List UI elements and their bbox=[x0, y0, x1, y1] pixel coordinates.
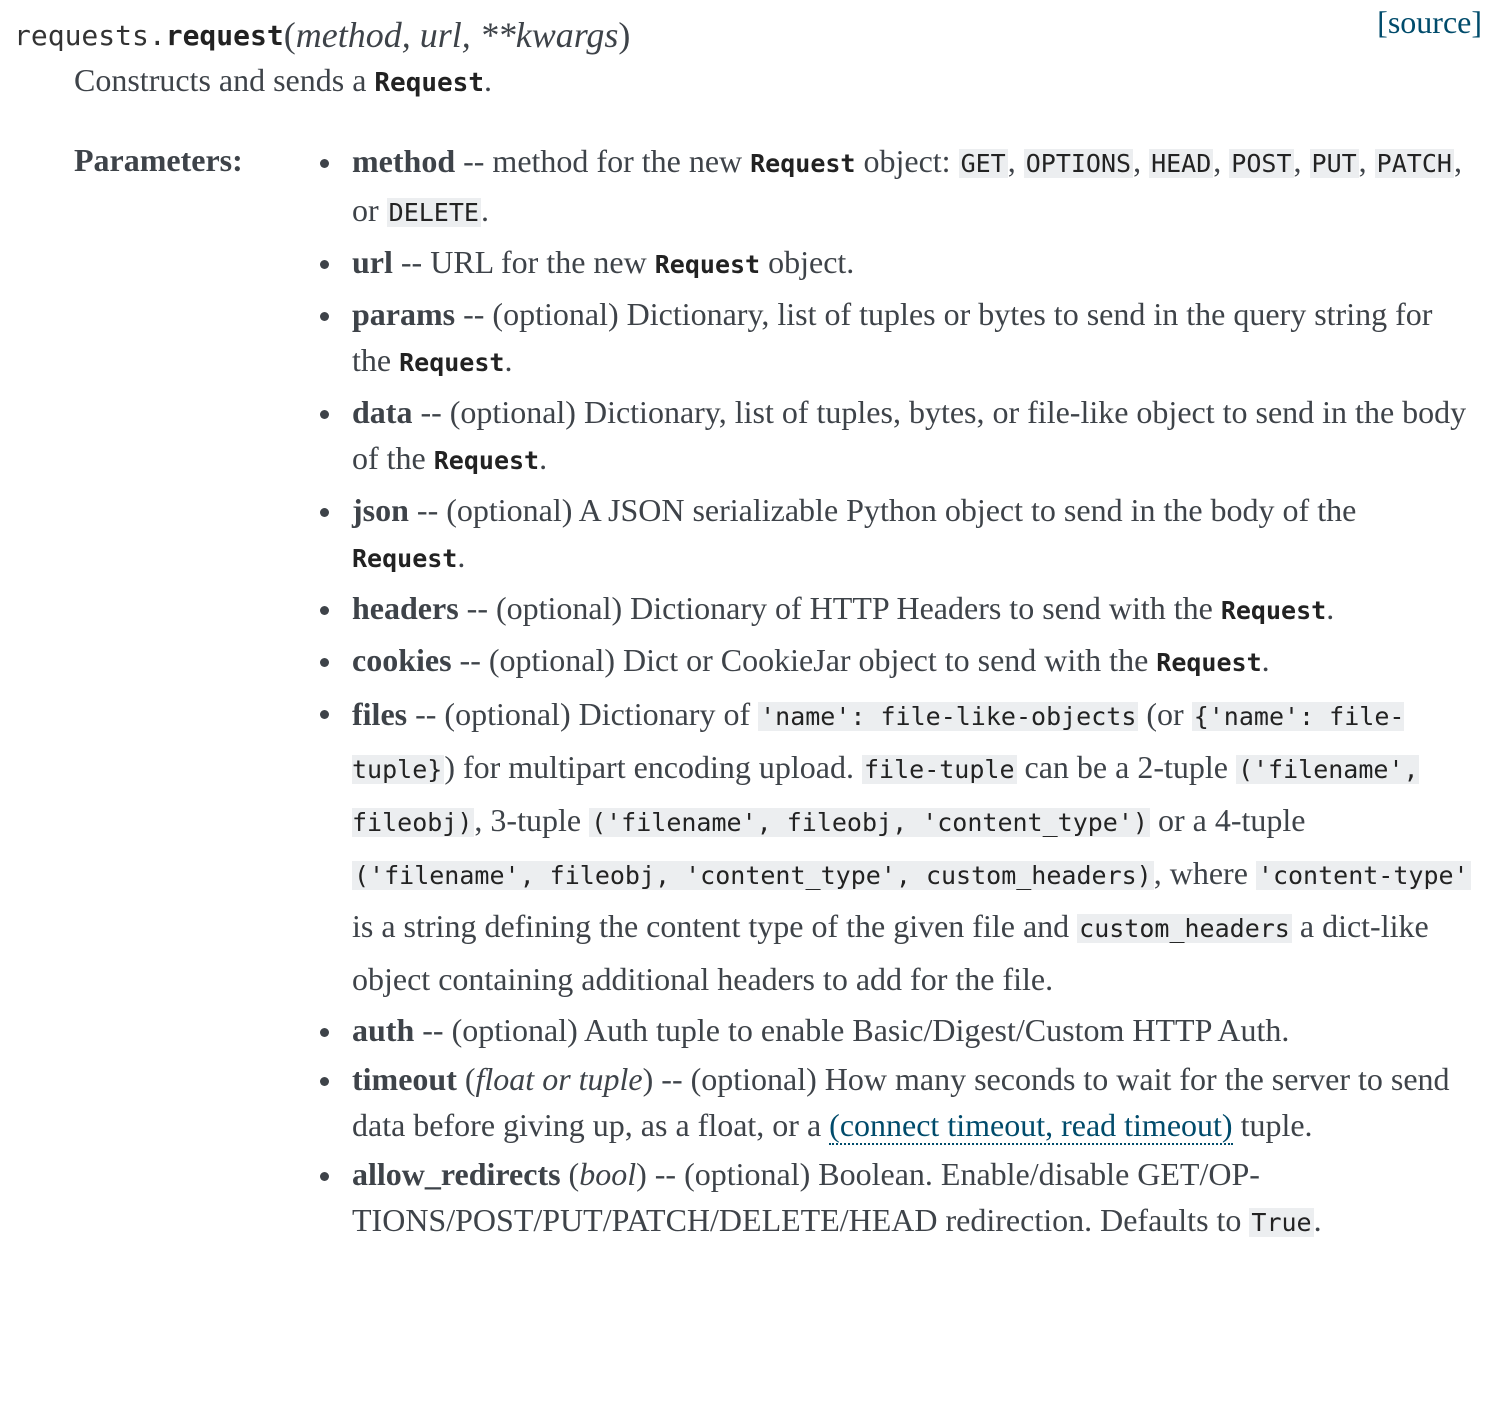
request-class-ref: Request bbox=[352, 544, 458, 573]
param-desc: ) for multipart encoding upload. bbox=[444, 749, 862, 785]
request-class-ref: Request bbox=[654, 250, 761, 279]
param-item-headers bbox=[352, 585, 1474, 634]
param-item-allow-redirects bbox=[352, 1151, 1474, 1246]
request-class-ref: Request bbox=[1220, 596, 1327, 625]
signature-function-name: request bbox=[165, 19, 284, 52]
param-desc: can be a 2-tuple bbox=[1016, 749, 1236, 785]
literal-post: POST bbox=[1231, 149, 1292, 178]
param-desc-end: . bbox=[1326, 590, 1335, 626]
param-type-open: ( bbox=[560, 1156, 580, 1192]
literal-put: PUT bbox=[1311, 149, 1357, 178]
param-desc: -- (optional) Dictionary of HTTP Headers to send with the bbox=[458, 590, 1221, 626]
signature-open-paren: ( bbox=[283, 15, 296, 55]
separator: , bbox=[1133, 143, 1150, 179]
param-item-params bbox=[352, 291, 1474, 386]
param-type-close: ) bbox=[642, 1061, 654, 1097]
param-type-open: ( bbox=[456, 1061, 476, 1097]
function-description bbox=[74, 60, 492, 103]
function-signature bbox=[14, 4, 1484, 55]
param-type: bool bbox=[579, 1156, 637, 1192]
param-desc-end: . bbox=[504, 342, 513, 378]
param-desc: -- (optional) Dict or CookieJar object to send with the bbox=[451, 642, 1157, 678]
literal-code: custom_headers bbox=[1079, 914, 1290, 943]
param-desc: -- URL for the new bbox=[392, 244, 655, 280]
source-link[interactable]: [source] bbox=[1377, 4, 1482, 40]
param-desc-end: . bbox=[1313, 1202, 1322, 1238]
literal-patch: PATCH bbox=[1376, 149, 1452, 178]
separator: , bbox=[1293, 143, 1310, 179]
literal-code: file-tuple bbox=[863, 755, 1015, 784]
timeouts-link[interactable]: (connect timeout, read timeout) bbox=[829, 1107, 1233, 1143]
literal-code: 'content-type' bbox=[1257, 861, 1469, 890]
param-desc: -- (optional) How many seconds to wait for the server to send data before giving up, as a float, or a bbox=[352, 1061, 1450, 1143]
separator: , bbox=[1007, 143, 1024, 179]
literal-get: GET bbox=[960, 149, 1006, 178]
param-item-method bbox=[352, 138, 1474, 236]
param-name: allow_redirects bbox=[352, 1156, 561, 1192]
param-desc: or a 4-tuple bbox=[1149, 802, 1306, 838]
literal-head: HEAD bbox=[1151, 149, 1212, 178]
param-name: cookies bbox=[352, 642, 452, 678]
param-desc-end: . bbox=[480, 192, 489, 228]
param-type: float or tuple bbox=[475, 1061, 643, 1097]
param-item-json bbox=[352, 487, 1474, 582]
description-text: Constructs and sends a bbox=[74, 62, 375, 98]
param-desc: -- (optional) Dictionary of bbox=[407, 696, 759, 732]
param-name: data bbox=[352, 394, 413, 430]
request-class-ref: Request bbox=[750, 149, 856, 178]
param-desc: -- (optional) A JSON serializable Python object to send in the body of the bbox=[408, 492, 1357, 528]
signature-module: requests. bbox=[14, 19, 166, 52]
param-desc: object. bbox=[760, 244, 855, 280]
literal-code: ('filename', fileobj) bbox=[352, 755, 1419, 837]
parameter-list bbox=[352, 138, 1474, 1249]
param-desc: -- (optional) Boolean. Enable/disable GET/OPTIONS/POST/PUT/PATCH/DELETE/HEAD redirection. Defaults to bbox=[352, 1156, 1260, 1238]
literal-delete: DELETE bbox=[388, 198, 479, 227]
literal-code: ('filename', fileobj, 'content_type') bbox=[591, 808, 1148, 837]
param-desc: (or bbox=[1138, 696, 1192, 732]
param-desc: -- (optional) Dictionary, list of tuples, bytes, or file-like object to send in the body of the bbox=[352, 394, 1467, 476]
param-desc: -- (optional) Auth tuple to enable Basic/Digest/Custom HTTP Auth. bbox=[414, 1012, 1290, 1048]
param-name: params bbox=[352, 296, 456, 332]
param-item-timeout bbox=[352, 1056, 1474, 1148]
param-name: url bbox=[352, 244, 393, 280]
param-item-files bbox=[352, 689, 1474, 1004]
param-desc: tuple. bbox=[1232, 1107, 1313, 1143]
param-desc: -- method for the new bbox=[455, 143, 751, 179]
request-class-ref: Request bbox=[1156, 648, 1262, 677]
param-name: timeout bbox=[352, 1061, 457, 1097]
separator: , or bbox=[352, 143, 1462, 228]
param-desc: , 3-tuple bbox=[474, 802, 590, 838]
param-desc: is a string defining the content type of the given file and bbox=[352, 908, 1078, 944]
param-name: method bbox=[352, 143, 456, 179]
param-desc: a dict-like object containing additional headers to add for the file. bbox=[352, 908, 1429, 997]
param-desc-end: . bbox=[457, 538, 466, 574]
literal-code: {'name': file-tuple} bbox=[352, 702, 1405, 784]
param-type-close: ) bbox=[636, 1156, 647, 1192]
request-class-ref: Request bbox=[399, 348, 505, 377]
literal-options: OPTIONS bbox=[1025, 149, 1132, 178]
literal-code: ('filename', fileobj, 'content_type', custom_headers) bbox=[354, 861, 1152, 890]
separator: , bbox=[1358, 143, 1375, 179]
signature-text bbox=[14, 12, 630, 54]
param-item-auth bbox=[352, 1007, 1474, 1053]
param-desc: , where bbox=[1153, 855, 1256, 891]
description-end: . bbox=[483, 62, 492, 98]
signature-close-paren: ) bbox=[618, 15, 631, 55]
separator: , bbox=[1213, 143, 1230, 179]
param-name: files bbox=[352, 696, 408, 732]
param-name: json bbox=[352, 492, 409, 528]
literal-code: 'name': file-like-objects bbox=[760, 702, 1137, 731]
literal-true: True bbox=[1251, 1208, 1312, 1237]
signature-arguments: method, url, **kwargs bbox=[295, 15, 619, 55]
param-desc: -- (optional) Dictionary, list of tuples or bytes to send in the query string for the bbox=[352, 296, 1433, 378]
param-desc-end: . bbox=[1261, 642, 1270, 678]
request-class-ref: Request bbox=[433, 446, 540, 475]
param-desc-end: . bbox=[539, 440, 548, 476]
request-class-ref: Request bbox=[374, 68, 484, 98]
param-name: headers bbox=[352, 590, 459, 626]
param-name: auth bbox=[352, 1012, 415, 1048]
param-item-cookies bbox=[352, 637, 1474, 686]
param-desc: object: bbox=[855, 143, 959, 179]
parameters-label: Parameters: bbox=[74, 142, 243, 178]
param-item-url bbox=[352, 239, 1474, 288]
param-item-data bbox=[352, 389, 1474, 484]
